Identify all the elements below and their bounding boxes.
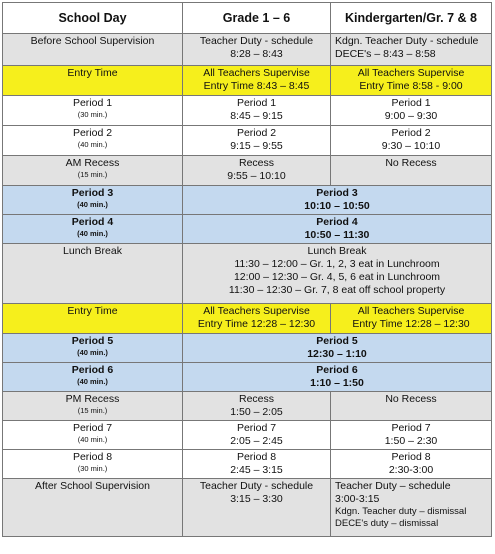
table-row [3,363,492,392]
row-label: Period 4 (40 min.) [3,215,183,244]
row-label: PM Recess (15 min.) [3,392,183,421]
table-row [3,421,492,450]
cell-kindergarten-7-8: All Teachers Supervise Entry Time 12:28 – 12:30 [331,304,492,334]
row-label: After School Supervision [3,479,183,537]
cell-grade-1-6: All Teachers Supervise Entry Time 8:43 – 8:45 [183,66,331,96]
cell-grade-1-6: Period 7 2:05 – 2:45 [183,421,331,450]
table-row [3,304,492,334]
cell-kindergarten-7-8: No Recess [331,392,492,421]
row-label: Before School Supervision [3,34,183,66]
table-row [3,156,492,186]
row-label: Period 8 (30 min.) [3,450,183,479]
table-row [3,450,492,479]
cell-kindergarten-7-8: Kdgn. Teacher Duty - schedule DECE's – 8:43 – 8:58 [331,34,492,66]
schedule-table [2,2,492,537]
cell-kindergarten-7-8: No Recess [331,156,492,186]
row-label: Period 5 (40 min.) [3,334,183,363]
header-school-day: School Day [3,3,183,34]
table-row [3,244,492,304]
table-row [3,96,492,126]
cell-all-grades: Period 3 10:10 – 10:50 [183,186,492,215]
table-row [3,215,492,244]
cell-all-grades: Period 5 12:30 – 1:10 [183,334,492,363]
row-label: Period 1 (30 min.) [3,96,183,126]
table-row [3,392,492,421]
table-row [3,66,492,96]
cell-all-grades: Period 4 10:50 – 11:30 [183,215,492,244]
row-label: Period 6 (40 min.) [3,363,183,392]
row-label: Period 2 (40 min.) [3,126,183,156]
cell-grade-1-6: Recess 1:50 – 2:05 [183,392,331,421]
table-row [3,479,492,537]
table-row [3,34,492,66]
cell-grade-1-6: Teacher Duty - schedule 3:15 – 3:30 [183,479,331,537]
cell-grade-1-6: Period 8 2:45 – 3:15 [183,450,331,479]
table-row [3,334,492,363]
cell-grade-1-6: All Teachers Supervise Entry Time 12:28 – 12:30 [183,304,331,334]
row-label: Entry Time [3,304,183,334]
cell-kindergarten-7-8: Period 7 1:50 – 2:30 [331,421,492,450]
header-kindergarten-7-8: Kindergarten/Gr. 7 & 8 [331,3,492,34]
table-row [3,126,492,156]
cell-kindergarten-7-8: Teacher Duty – schedule 3:00-3:15 Kdgn. Teacher duty – dismissal DECE's duty – dismissal [331,479,492,537]
cell-all-grades: Period 6 1:10 – 1:50 [183,363,492,392]
header-row [3,3,492,34]
cell-grade-1-6: Recess 9:55 – 10:10 [183,156,331,186]
row-label: Lunch Break [3,244,183,304]
cell-kindergarten-7-8: Period 2 9:30 – 10:10 [331,126,492,156]
cell-grade-1-6: Period 2 9:15 – 9:55 [183,126,331,156]
row-label: AM Recess (15 min.) [3,156,183,186]
cell-kindergarten-7-8: All Teachers Supervise Entry Time 8:58 - 9:00 [331,66,492,96]
row-label: Period 3 (40 min.) [3,186,183,215]
cell-grade-1-6: Teacher Duty - schedule 8:28 – 8:43 [183,34,331,66]
table-row [3,186,492,215]
cell-kindergarten-7-8: Period 1 9:00 – 9:30 [331,96,492,126]
row-label: Period 7 (40 min.) [3,421,183,450]
row-label: Entry Time [3,66,183,96]
header-grade-1-6: Grade 1 – 6 [183,3,331,34]
cell-grade-1-6: Period 1 8:45 – 9:15 [183,96,331,126]
cell-kindergarten-7-8: Period 8 2:30-3:00 [331,450,492,479]
cell-all-grades: Lunch Break 11:30 – 12:00 – Gr. 1, 2, 3 eat in Lunchroom 12:00 – 12:30 – Gr. 4, 5, 6 eat in Lunchroom 11:30 – 12:30 – Gr. 7, 8 eat off school property [183,244,492,304]
